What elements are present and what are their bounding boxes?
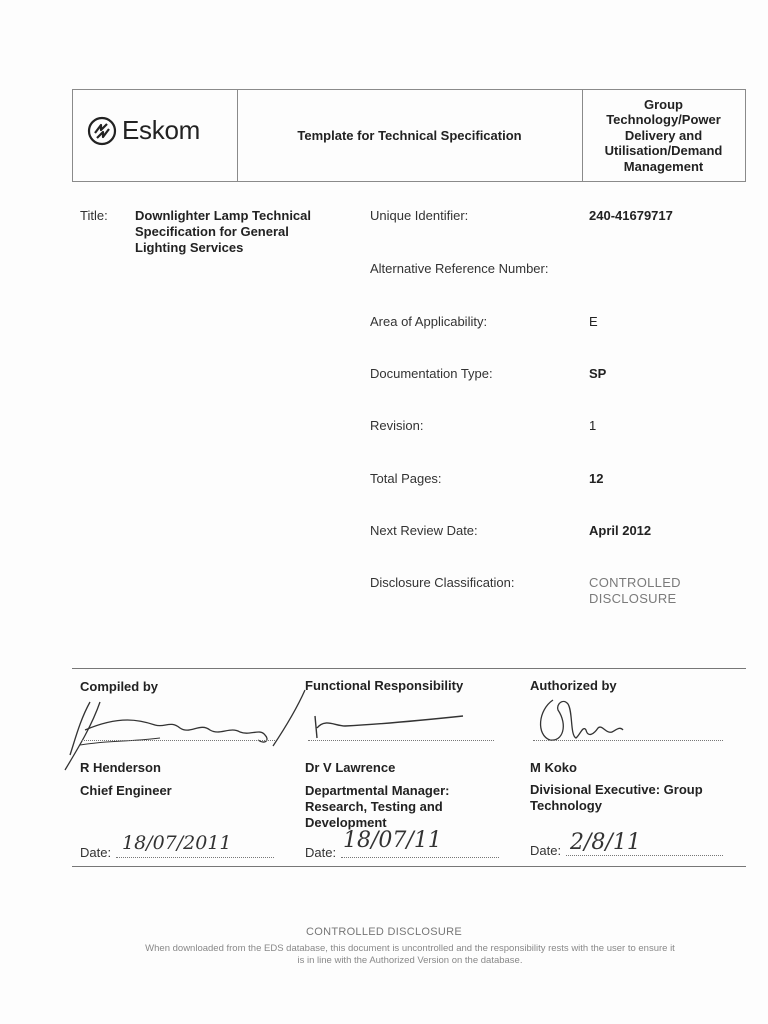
disclosure-value bbox=[589, 575, 681, 607]
unique-identifier-value: 240-41679717 bbox=[589, 208, 673, 223]
role-line: Divisional Executive: Group bbox=[530, 782, 703, 797]
document-title bbox=[135, 208, 345, 256]
role-line: Development bbox=[305, 815, 387, 830]
compiled-name: R Henderson bbox=[80, 760, 161, 775]
disclosure-line: DISCLOSURE bbox=[589, 591, 677, 606]
title-line: Specification for General bbox=[135, 224, 289, 239]
footer-notice bbox=[80, 943, 740, 967]
total-pages-label: Total Pages: bbox=[370, 471, 442, 486]
revision-value: 1 bbox=[589, 418, 597, 433]
logo-wordmark: Eskom bbox=[122, 115, 200, 145]
title-label: Title: bbox=[80, 208, 108, 223]
compiled-date-handwritten: 18/07/2011 bbox=[122, 832, 232, 854]
disclosure-label: Disclosure Classification: bbox=[370, 575, 515, 590]
compiled-by-heading: Compiled by bbox=[80, 679, 159, 694]
group-line: Management bbox=[623, 158, 704, 174]
lawrence-signature bbox=[265, 688, 475, 748]
authorized-by-heading: Authorized by bbox=[530, 678, 617, 693]
compiled-role bbox=[80, 783, 172, 799]
role-line: Departmental Manager: bbox=[305, 783, 450, 798]
functional-date-handwritten: 18/07/11 bbox=[343, 828, 442, 853]
footer-line: is in line with the Authorized Version on the database. bbox=[297, 955, 523, 966]
authorized-name: M Koko bbox=[530, 760, 577, 775]
document-header bbox=[72, 89, 746, 182]
authorized-role bbox=[530, 782, 703, 814]
total-pages-value: 12 bbox=[589, 471, 604, 486]
compiled-signature-line bbox=[82, 740, 275, 741]
functional-name: Dr V Lawrence bbox=[305, 760, 396, 775]
template-title: Template for Technical Specification bbox=[237, 90, 583, 181]
group-name bbox=[582, 90, 745, 181]
authorized-date-line bbox=[566, 855, 723, 856]
documentation-type-value: SP bbox=[589, 366, 607, 381]
functional-date-label: Date: bbox=[305, 845, 337, 860]
title-line: Downlighter Lamp Technical bbox=[135, 208, 312, 223]
compiled-date-line bbox=[116, 857, 274, 858]
group-line: Utilisation/Demand bbox=[604, 143, 723, 159]
area-applicability-value: E bbox=[589, 314, 598, 329]
section-divider-top bbox=[72, 668, 746, 669]
authorized-signature-line bbox=[533, 740, 723, 741]
functional-responsibility-heading: Functional Responsibility bbox=[305, 678, 464, 693]
footer-title: CONTROLLED DISCLOSURE bbox=[305, 926, 463, 938]
eskom-logo bbox=[87, 115, 200, 146]
section-divider-bottom bbox=[72, 866, 746, 867]
next-review-label: Next Review Date: bbox=[370, 523, 478, 538]
footer-line: When downloaded from the EDS database, this document is uncontrolled and the responsibility rests with the user to ensure it bbox=[145, 943, 675, 954]
functional-role bbox=[305, 783, 449, 831]
authorized-date-label: Date: bbox=[530, 843, 562, 858]
koko-signature bbox=[528, 690, 638, 750]
role-line: Technology bbox=[530, 798, 602, 813]
group-line: Delivery and bbox=[624, 127, 703, 143]
next-review-value: April 2012 bbox=[589, 523, 652, 538]
alt-reference-label: Alternative Reference Number: bbox=[370, 261, 549, 276]
eskom-emblem-icon bbox=[87, 116, 117, 146]
documentation-type-label: Documentation Type: bbox=[370, 366, 493, 381]
revision-label: Revision: bbox=[370, 418, 424, 433]
disclosure-line: CONTROLLED bbox=[589, 575, 681, 590]
area-applicability-label: Area of Applicability: bbox=[370, 314, 488, 329]
role-line: Chief Engineer bbox=[80, 783, 172, 798]
group-line: Group bbox=[644, 96, 683, 112]
logo-cell bbox=[73, 90, 238, 181]
title-line: Lighting Services bbox=[135, 240, 244, 255]
compiled-date-label: Date: bbox=[80, 845, 112, 860]
functional-date-line bbox=[341, 857, 499, 858]
functional-signature-line bbox=[308, 740, 494, 741]
unique-identifier-label: Unique Identifier: bbox=[370, 208, 469, 223]
group-line: Technology/Power bbox=[606, 112, 721, 128]
role-line: Research, Testing and bbox=[305, 799, 443, 814]
authorized-date-handwritten: 2/8/11 bbox=[570, 830, 641, 855]
